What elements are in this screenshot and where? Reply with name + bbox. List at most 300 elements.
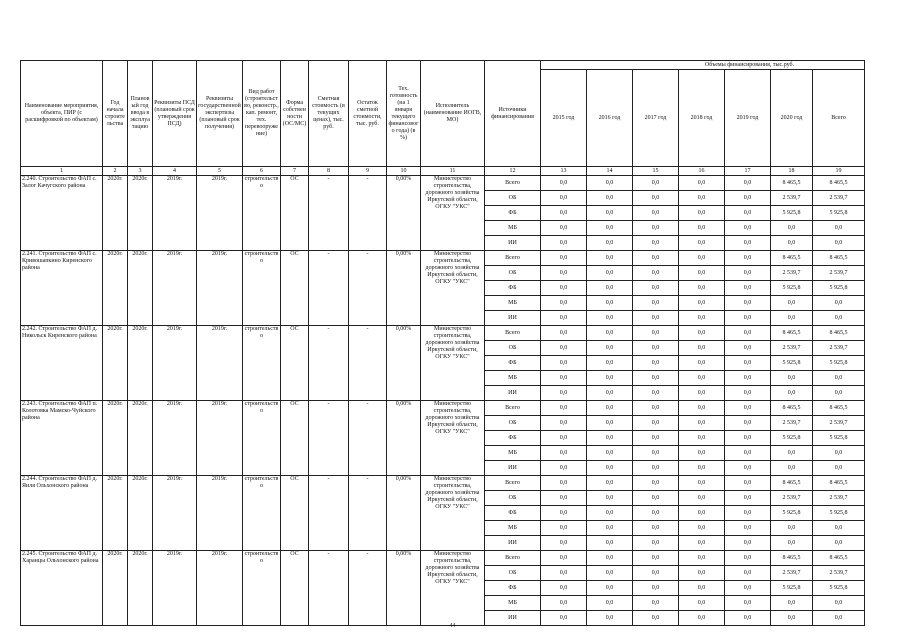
- object-ownership: ОС: [281, 551, 309, 626]
- amount-2020: 5 925,8: [771, 206, 813, 221]
- funding-source: ИИ: [485, 611, 541, 626]
- amount-2020: 2 539,7: [771, 566, 813, 581]
- col-header: Реквизиты ПСД (плановый срок утверждения ПСД): [153, 61, 197, 167]
- amount-cell: 0,0: [541, 341, 587, 356]
- amount-2020: 8 465,5: [771, 326, 813, 341]
- amount-2020: 0,0: [771, 296, 813, 311]
- amount-cell: 0,0: [541, 221, 587, 236]
- amount-cell: 0,0: [679, 551, 725, 566]
- amount-cell: 0,0: [587, 386, 633, 401]
- amount-cell: 0,0: [587, 221, 633, 236]
- amount-cell: 0,0: [587, 506, 633, 521]
- amount-cell: 0,0: [633, 206, 679, 221]
- amount-cell: 0,0: [541, 476, 587, 491]
- col-header: Форма собственности (ОС/МС): [281, 61, 309, 167]
- amount-2020: 5 925,8: [771, 281, 813, 296]
- amount-cell: 0,0: [725, 431, 771, 446]
- amount-2020: 5 925,8: [771, 581, 813, 596]
- amount-cell: 0,0: [679, 251, 725, 266]
- amount-2020: 2 539,7: [771, 266, 813, 281]
- col-number: 7: [281, 167, 309, 176]
- object-estimate: -: [309, 551, 349, 626]
- col-number: 16: [679, 167, 725, 176]
- amount-cell: 0,0: [587, 446, 633, 461]
- amount-cell: 0,0: [633, 551, 679, 566]
- amount-cell: 0,0: [725, 461, 771, 476]
- amount-cell: 0,0: [587, 596, 633, 611]
- year-header: Всего: [813, 70, 865, 167]
- amount-cell: 0,0: [541, 251, 587, 266]
- funding-source: МБ: [485, 221, 541, 236]
- object-start: 2020г.: [103, 401, 128, 476]
- object-name: 2.244. Строительство ФАП д. Яиля Ольхонского района: [21, 476, 103, 551]
- funding-source: ФБ: [485, 431, 541, 446]
- amount-cell: 0,0: [679, 236, 725, 251]
- object-expertise: 2019г.: [197, 251, 243, 326]
- object-start: 2020г.: [103, 326, 128, 401]
- object-name: 2.241. Строительство ФАП с. Кривошапкино Киренского района: [21, 251, 103, 326]
- amount-2020: 0,0: [771, 461, 813, 476]
- amount-total: 0,0: [813, 386, 865, 401]
- table-row: [21, 401, 865, 416]
- amount-2020: 8 465,5: [771, 401, 813, 416]
- object-estimate: -: [309, 326, 349, 401]
- year-header: 2019 год: [725, 70, 771, 167]
- object-ownership: ОС: [281, 326, 309, 401]
- amount-total: 0,0: [813, 311, 865, 326]
- object-estimate: -: [309, 176, 349, 251]
- object-commission: 2020г.: [128, 176, 153, 251]
- amount-total: 8 465,5: [813, 476, 865, 491]
- amount-cell: 0,0: [541, 356, 587, 371]
- amount-2020: 2 539,7: [771, 416, 813, 431]
- amount-cell: 0,0: [587, 491, 633, 506]
- funding-source: ОБ: [485, 341, 541, 356]
- amount-cell: 0,0: [541, 581, 587, 596]
- amount-total: 8 465,5: [813, 551, 865, 566]
- amount-cell: 0,0: [725, 176, 771, 191]
- amount-cell: 0,0: [633, 221, 679, 236]
- amount-cell: 0,0: [679, 491, 725, 506]
- amount-cell: 0,0: [633, 446, 679, 461]
- amount-cell: 0,0: [633, 461, 679, 476]
- amount-cell: 0,0: [725, 326, 771, 341]
- amount-2020: 5 925,8: [771, 431, 813, 446]
- amount-total: 5 925,8: [813, 581, 865, 596]
- amount-cell: 0,0: [633, 266, 679, 281]
- object-commission: 2020г.: [128, 551, 153, 626]
- amount-cell: 0,0: [679, 341, 725, 356]
- object-expertise: 2019г.: [197, 476, 243, 551]
- amount-2020: 8 465,5: [771, 251, 813, 266]
- amount-2020: 0,0: [771, 311, 813, 326]
- amount-cell: 0,0: [587, 236, 633, 251]
- amount-cell: 0,0: [679, 566, 725, 581]
- object-work: строительство: [243, 401, 281, 476]
- amount-cell: 0,0: [587, 281, 633, 296]
- funding-source: ИИ: [485, 311, 541, 326]
- amount-cell: 0,0: [633, 191, 679, 206]
- amount-cell: 0,0: [541, 326, 587, 341]
- amount-cell: 0,0: [541, 611, 587, 626]
- table-row: [21, 476, 865, 491]
- col-header: Остаток сметной стоимости, тыс. руб.: [349, 61, 387, 167]
- col-header: Год начала строительства: [103, 61, 128, 167]
- amount-cell: 0,0: [587, 311, 633, 326]
- amount-cell: 0,0: [587, 551, 633, 566]
- amount-cell: 0,0: [541, 236, 587, 251]
- funding-source: ФБ: [485, 356, 541, 371]
- col-number: 15: [633, 167, 679, 176]
- amount-cell: 0,0: [679, 506, 725, 521]
- amount-cell: 0,0: [587, 251, 633, 266]
- object-expertise: 2019г.: [197, 176, 243, 251]
- amount-2020: 8 465,5: [771, 551, 813, 566]
- amount-cell: 0,0: [633, 431, 679, 446]
- object-name: 2.240. Строительство ФАП с. Залог Качугского района: [21, 176, 103, 251]
- funding-source: ИИ: [485, 461, 541, 476]
- column-number-row: [21, 167, 865, 176]
- amount-total: 5 925,8: [813, 506, 865, 521]
- funding-source: МБ: [485, 521, 541, 536]
- amount-cell: 0,0: [541, 491, 587, 506]
- funding-source: Всего: [485, 326, 541, 341]
- funding-source: ИИ: [485, 236, 541, 251]
- amount-cell: 0,0: [587, 341, 633, 356]
- object-readiness: 0,00%: [387, 476, 421, 551]
- amount-total: 0,0: [813, 221, 865, 236]
- amount-cell: 0,0: [541, 176, 587, 191]
- financing-table: [20, 60, 865, 626]
- amount-cell: 0,0: [633, 536, 679, 551]
- amount-cell: 0,0: [587, 431, 633, 446]
- funding-source: Всего: [485, 176, 541, 191]
- object-name: 2.245. Строительство ФАП д. Харанцы Ольхонского района: [21, 551, 103, 626]
- col-number: 11: [421, 167, 485, 176]
- object-estimate: -: [309, 476, 349, 551]
- amount-cell: 0,0: [541, 551, 587, 566]
- amount-total: 0,0: [813, 371, 865, 386]
- col-number: 1: [21, 167, 103, 176]
- amount-cell: 0,0: [633, 566, 679, 581]
- amount-cell: 0,0: [725, 281, 771, 296]
- object-commission: 2020г.: [128, 401, 153, 476]
- amount-cell: 0,0: [725, 236, 771, 251]
- amount-cell: 0,0: [633, 596, 679, 611]
- amount-cell: 0,0: [725, 296, 771, 311]
- amount-2020: 8 465,5: [771, 476, 813, 491]
- object-work: строительство: [243, 551, 281, 626]
- amount-cell: 0,0: [541, 596, 587, 611]
- object-psd: 2019г.: [153, 476, 197, 551]
- amount-cell: 0,0: [633, 251, 679, 266]
- amount-cell: 0,0: [679, 371, 725, 386]
- amount-cell: 0,0: [587, 536, 633, 551]
- amount-cell: 0,0: [587, 356, 633, 371]
- amount-cell: 0,0: [679, 296, 725, 311]
- table-body: [21, 176, 865, 626]
- amount-2020: 2 539,7: [771, 341, 813, 356]
- amount-cell: 0,0: [679, 356, 725, 371]
- col-header: Наименование мероприятия, объекта, ПИР (с расшифровкой по объектам): [21, 61, 103, 167]
- amount-cell: 0,0: [725, 536, 771, 551]
- col-number: 4: [153, 167, 197, 176]
- amount-cell: 0,0: [725, 476, 771, 491]
- funding-source: Всего: [485, 251, 541, 266]
- object-ownership: ОС: [281, 401, 309, 476]
- amount-cell: 0,0: [633, 416, 679, 431]
- amount-2020: 0,0: [771, 446, 813, 461]
- year-header: 2017 год: [633, 70, 679, 167]
- col-number: 12: [485, 167, 541, 176]
- col-header: Вид работ (строительство, реконстр., кап. ремонт, тех. перевооружение): [243, 61, 281, 167]
- amount-total: 8 465,5: [813, 251, 865, 266]
- amount-cell: 0,0: [541, 536, 587, 551]
- amount-cell: 0,0: [587, 326, 633, 341]
- amount-cell: 0,0: [633, 611, 679, 626]
- amount-2020: 0,0: [771, 236, 813, 251]
- table-row: [21, 176, 865, 191]
- amount-cell: 0,0: [633, 356, 679, 371]
- funding-source: ОБ: [485, 191, 541, 206]
- amount-cell: 0,0: [725, 386, 771, 401]
- object-psd: 2019г.: [153, 326, 197, 401]
- object-start: 2020г.: [103, 251, 128, 326]
- amount-2020: 0,0: [771, 221, 813, 236]
- amount-cell: 0,0: [679, 536, 725, 551]
- object-executor: Министерство строительства, дорожного хозяйства Иркутской области, ОГКУ "УКС": [421, 251, 485, 326]
- object-expertise: 2019г.: [197, 551, 243, 626]
- amount-cell: 0,0: [679, 416, 725, 431]
- year-header: 2015 год: [541, 70, 587, 167]
- funding-source: ОБ: [485, 566, 541, 581]
- funding-source: ОБ: [485, 416, 541, 431]
- amount-total: 8 465,5: [813, 176, 865, 191]
- amount-cell: 0,0: [587, 581, 633, 596]
- object-remainder: -: [349, 251, 387, 326]
- funding-source: ИИ: [485, 536, 541, 551]
- amount-cell: 0,0: [633, 491, 679, 506]
- amount-cell: 0,0: [725, 446, 771, 461]
- object-remainder: -: [349, 401, 387, 476]
- col-header: Исполнитель (наименование ИОГВ, МО): [421, 61, 485, 167]
- funding-source: МБ: [485, 371, 541, 386]
- amount-total: 5 925,8: [813, 206, 865, 221]
- amount-cell: 0,0: [541, 296, 587, 311]
- col-header: Сметная стоимость (в текущих ценах), тыс. руб.: [309, 61, 349, 167]
- amount-cell: 0,0: [725, 341, 771, 356]
- amount-cell: 0,0: [541, 386, 587, 401]
- amount-cell: 0,0: [679, 281, 725, 296]
- col-header: Тех. готовность (на 1 января текущего финансового года) (в %): [387, 61, 421, 167]
- amount-cell: 0,0: [679, 206, 725, 221]
- amount-cell: 0,0: [633, 476, 679, 491]
- funding-source: Всего: [485, 401, 541, 416]
- amount-total: 0,0: [813, 611, 865, 626]
- col-number: 5: [197, 167, 243, 176]
- amount-2020: 0,0: [771, 386, 813, 401]
- object-remainder: -: [349, 326, 387, 401]
- amount-cell: 0,0: [725, 356, 771, 371]
- amount-cell: 0,0: [633, 581, 679, 596]
- object-readiness: 0,00%: [387, 401, 421, 476]
- amount-cell: 0,0: [679, 476, 725, 491]
- col-number: 17: [725, 167, 771, 176]
- amount-cell: 0,0: [633, 296, 679, 311]
- funding-source: МБ: [485, 296, 541, 311]
- object-readiness: 0,00%: [387, 251, 421, 326]
- object-start: 2020г.: [103, 176, 128, 251]
- object-executor: Министерство строительства, дорожного хозяйства Иркутской области, ОГКУ "УКС": [421, 476, 485, 551]
- amount-cell: 0,0: [633, 311, 679, 326]
- amount-total: 0,0: [813, 236, 865, 251]
- amount-cell: 0,0: [725, 401, 771, 416]
- object-ownership: ОС: [281, 251, 309, 326]
- amount-total: 0,0: [813, 596, 865, 611]
- amount-cell: 0,0: [725, 416, 771, 431]
- amount-cell: 0,0: [541, 521, 587, 536]
- amount-cell: 0,0: [541, 416, 587, 431]
- amount-total: 0,0: [813, 536, 865, 551]
- document-page: [20, 60, 860, 626]
- col-number: 9: [349, 167, 387, 176]
- amount-cell: 0,0: [587, 401, 633, 416]
- amount-cell: 0,0: [679, 221, 725, 236]
- funding-source: ФБ: [485, 281, 541, 296]
- col-header: Плановый год ввода в эксплуатацию: [128, 61, 153, 167]
- amount-2020: 0,0: [771, 521, 813, 536]
- table-row: [21, 251, 865, 266]
- object-psd: 2019г.: [153, 251, 197, 326]
- col-header: Источники финансирования: [485, 61, 541, 167]
- amount-cell: 0,0: [541, 431, 587, 446]
- amount-cell: 0,0: [679, 266, 725, 281]
- amount-total: 8 465,5: [813, 326, 865, 341]
- object-executor: Министерство строительства, дорожного хозяйства Иркутской области, ОГКУ "УКС": [421, 326, 485, 401]
- object-remainder: -: [349, 176, 387, 251]
- table-header: [21, 61, 865, 176]
- amount-cell: 0,0: [633, 506, 679, 521]
- object-name: 2.242. Строительство ФАП д. Никольск Киренского района: [21, 326, 103, 401]
- amount-cell: 0,0: [725, 221, 771, 236]
- amount-cell: 0,0: [725, 311, 771, 326]
- object-ownership: ОС: [281, 176, 309, 251]
- amount-total: 8 465,5: [813, 401, 865, 416]
- page-number: 44: [449, 623, 456, 629]
- table-row: [21, 326, 865, 341]
- year-header: 2016 год: [587, 70, 633, 167]
- amount-cell: 0,0: [633, 176, 679, 191]
- object-executor: Министерство строительства, дорожного хозяйства Иркутской области, ОГКУ "УКС": [421, 551, 485, 626]
- amount-cell: 0,0: [725, 521, 771, 536]
- amount-cell: 0,0: [633, 386, 679, 401]
- object-start: 2020г.: [103, 551, 128, 626]
- amount-cell: 0,0: [633, 401, 679, 416]
- funding-source: ОБ: [485, 266, 541, 281]
- amount-cell: 0,0: [541, 371, 587, 386]
- amount-total: 0,0: [813, 296, 865, 311]
- col-number: 10: [387, 167, 421, 176]
- funding-source: ОБ: [485, 491, 541, 506]
- amount-cell: 0,0: [725, 266, 771, 281]
- amount-cell: 0,0: [679, 176, 725, 191]
- amount-cell: 0,0: [679, 596, 725, 611]
- funding-source: ФБ: [485, 506, 541, 521]
- amount-2020: 0,0: [771, 371, 813, 386]
- table-row: [21, 551, 865, 566]
- amount-cell: 0,0: [679, 611, 725, 626]
- amount-total: 2 539,7: [813, 191, 865, 206]
- col-number: 18: [771, 167, 813, 176]
- amount-cell: 0,0: [587, 416, 633, 431]
- amount-cell: 0,0: [725, 596, 771, 611]
- funding-source: ФБ: [485, 206, 541, 221]
- funding-source: МБ: [485, 446, 541, 461]
- object-work: строительство: [243, 251, 281, 326]
- amount-cell: 0,0: [541, 206, 587, 221]
- col-number: 14: [587, 167, 633, 176]
- amount-total: 5 925,8: [813, 431, 865, 446]
- amount-cell: 0,0: [725, 206, 771, 221]
- object-readiness: 0,00%: [387, 176, 421, 251]
- col-number: 6: [243, 167, 281, 176]
- object-readiness: 0,00%: [387, 326, 421, 401]
- amount-cell: 0,0: [587, 611, 633, 626]
- amount-total: 0,0: [813, 521, 865, 536]
- amount-cell: 0,0: [541, 566, 587, 581]
- amount-cell: 0,0: [633, 341, 679, 356]
- funding-group-header: Объемы финансирования, тыс.руб.: [541, 61, 865, 70]
- amount-cell: 0,0: [679, 191, 725, 206]
- amount-cell: 0,0: [679, 326, 725, 341]
- amount-cell: 0,0: [725, 611, 771, 626]
- object-readiness: 0,00%: [387, 551, 421, 626]
- amount-2020: 2 539,7: [771, 191, 813, 206]
- col-number: 13: [541, 167, 587, 176]
- object-estimate: -: [309, 401, 349, 476]
- amount-cell: 0,0: [587, 296, 633, 311]
- amount-2020: 8 465,5: [771, 176, 813, 191]
- amount-cell: 0,0: [541, 311, 587, 326]
- col-header: Реквизиты государственной экспертизы (плановый срок получения): [197, 61, 243, 167]
- amount-2020: 0,0: [771, 596, 813, 611]
- object-work: строительство: [243, 176, 281, 251]
- col-number: 19: [813, 167, 865, 176]
- amount-cell: 0,0: [725, 251, 771, 266]
- amount-cell: 0,0: [679, 446, 725, 461]
- object-remainder: -: [349, 476, 387, 551]
- object-commission: 2020г.: [128, 326, 153, 401]
- amount-cell: 0,0: [587, 266, 633, 281]
- amount-cell: 0,0: [633, 521, 679, 536]
- object-work: строительство: [243, 326, 281, 401]
- col-number: 8: [309, 167, 349, 176]
- amount-cell: 0,0: [725, 191, 771, 206]
- amount-cell: 0,0: [587, 566, 633, 581]
- amount-cell: 0,0: [541, 446, 587, 461]
- amount-2020: 0,0: [771, 536, 813, 551]
- object-psd: 2019г.: [153, 551, 197, 626]
- col-number: 2: [103, 167, 128, 176]
- amount-cell: 0,0: [541, 506, 587, 521]
- funding-source: МБ: [485, 596, 541, 611]
- amount-cell: 0,0: [633, 326, 679, 341]
- amount-total: 2 539,7: [813, 341, 865, 356]
- amount-cell: 0,0: [587, 521, 633, 536]
- object-expertise: 2019г.: [197, 326, 243, 401]
- object-remainder: -: [349, 551, 387, 626]
- object-psd: 2019г.: [153, 401, 197, 476]
